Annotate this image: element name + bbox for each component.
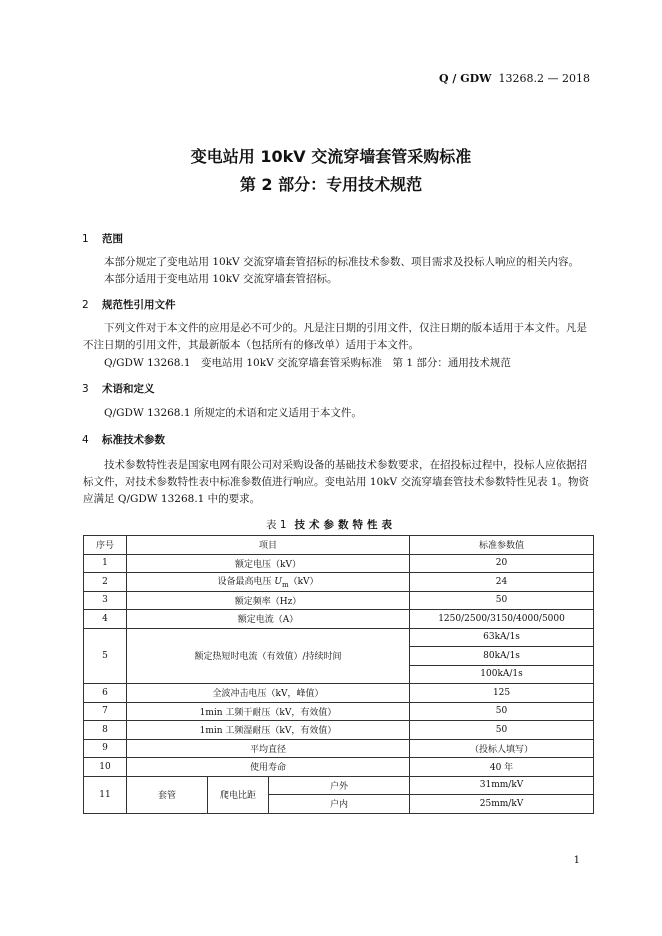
table-caption: 表 1 技术参数特性表	[265, 519, 397, 531]
table-header-row	[84, 536, 594, 555]
page-number: 1	[573, 855, 580, 866]
table-row: 7 1min 工频干耐压（kV，有效值） 50	[84, 702, 594, 721]
header-item: 项目	[127, 536, 410, 555]
reference-entry: Q/GDW 13268.1 变电站用 10kV 交流穿墙套管采购标准 第 1 部分：通用技术规范	[104, 357, 511, 369]
table-row: 4 额定电流（A） 1250/2500/3150/4000/5000	[84, 610, 594, 629]
section-heading-technical-parameters: 4 标准技术参数	[82, 434, 165, 446]
table-row: 6 全波冲击电压（kV，峰值） 125	[84, 684, 594, 703]
paragraph: 下列文件对于本文件的应用是必不可少的。凡是注日期的引用文件，仅注日期的版本适用于本文件。凡是不注日期的引用文件，其最新版本（包括所有的修改单）适用于本文件。	[83, 322, 587, 351]
table-row: 11 套管 爬电比距 户外 31mm/kV	[84, 776, 594, 795]
paragraph: 技术参数特性表是国家电网有限公司对采购设备的基础技术参数要求，在招投标过程中，投标人应依据招标文件，对技术参数特性表中标准参数值进行响应。变电站用 10kV 交流穿墙套管技术参数特性见表 1。物资应满足 Q/GDW 13268.1 中的要求。	[83, 459, 589, 505]
paragraph: Q/GDW 13268.1 所规定的术语和定义适用于本文件。	[104, 407, 362, 419]
table-row: 3 额定频率（Hz） 50	[84, 591, 594, 610]
table-row: 9 平均直径 （投标人填写）	[84, 739, 594, 758]
table-row: 10 使用寿命 40 年	[84, 758, 594, 777]
document-title: 变电站用 10kV 交流穿墙套管采购标准	[190, 147, 472, 166]
header-value: 标准参数值	[410, 536, 594, 555]
table-row: 户内 25mm/kV	[84, 795, 594, 814]
document-subtitle: 第 2 部分：专用技术规范	[239, 175, 423, 194]
paragraph: 本部分适用于变电站用 10kV 交流穿墙套管招标。	[104, 273, 338, 285]
table-row: 100kA/1s	[84, 665, 594, 684]
table-row: 1 额定电压（kV） 20	[84, 554, 594, 573]
table-row: 2 设备最高电压 $U_m(kV)$ 24	[84, 573, 594, 592]
section-heading-normative-references: 2 规范性引用文件	[82, 299, 176, 311]
table-row: 5 额定热短时电流（有效值）/持续时间 63kA/1s	[84, 628, 594, 647]
section-heading-scope: 1 范围	[82, 233, 123, 245]
technical-parameter-table	[83, 535, 594, 814]
section-heading-terms: 3 术语和定义	[82, 383, 155, 395]
table-row: 8 1min 工频湿耐压（kV，有效值） 50	[84, 721, 594, 740]
paragraph: 本部分规定了变电站用 10kV 交流穿墙套管招标的标准技术参数、项目需求及投标人响应的相关内容。	[104, 256, 579, 268]
table-row: 80kA/1s	[84, 647, 594, 666]
header-no: 序号	[84, 536, 127, 555]
document-code: Q / GDW 13268.2 — 2018	[438, 72, 590, 85]
